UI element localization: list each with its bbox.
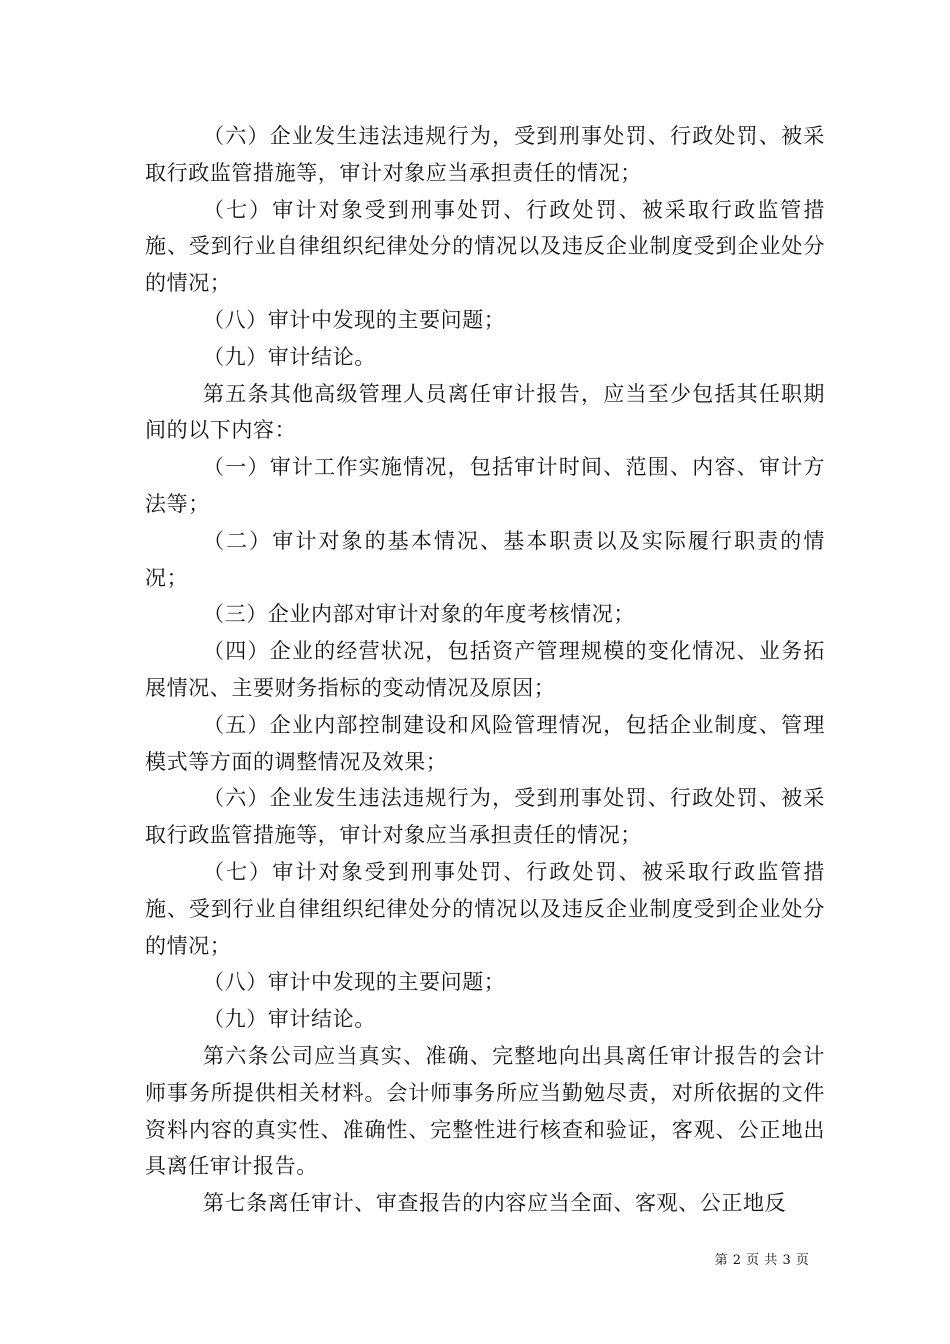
paragraph: （八）审计中发现的主要问题； (203, 970, 506, 995)
document-body (145, 118, 825, 1222)
paragraph: （九）审计结论。 (203, 344, 376, 369)
paragraph: （一）审计工作实施情况，包括审计时间、范围、内容、审计方法等； (145, 455, 825, 516)
paragraph: （五）企业内部控制建设和风险管理情况，包括企业制度、管理模式等方面的调整情况及效果； (145, 712, 825, 774)
paragraph: （七）审计对象受到刑事处罚、行政处罚、被采取行政监管措施、受到行业自律组织纪律处分的情况以及违反企业制度受到企业处分的情况； (145, 859, 825, 958)
paragraph: （二）审计对象的基本情况、基本职责以及实际履行职责的情况； (145, 528, 825, 590)
paragraph: （七）审计对象受到刑事处罚、行政处罚、被采取行政监管措施、受到行业自律组织纪律处分的情况以及违反企业制度受到企业处分的情况； (145, 197, 825, 296)
paragraph: （六）企业发生违法违规行为，受到刑事处罚、行政处罚、被采取行政监管措施等，审计对象应当承担责任的情况； (145, 124, 825, 185)
paragraph: 第六条公司应当真实、准确、完整地向出具离任审计报告的会计师事务所提供相关材料。会计师事务所应当勤勉尽责，对所依据的文件资料内容的真实性、准确性、完整性进行核查和验证，客观、公正地出具离任审计报告。 (145, 1043, 825, 1179)
paragraph: （四）企业的经营状况，包括资产管理规模的变化情况、业务拓展情况、主要财务指标的变动情况及原因； (145, 639, 825, 700)
page-number-footer: 第 2 页 共 3 页 (714, 1253, 810, 1268)
paragraph: 第五条其他高级管理人员离任审计报告，应当至少包括其任职期间的以下内容： (145, 381, 825, 443)
paragraph: 第七条离任审计、审查报告的内容应当全面、客观、公正地反 (203, 1191, 787, 1216)
paragraph: （八）审计中发现的主要问题； (203, 307, 506, 332)
paragraph: （三）企业内部对审计对象的年度考核情况； (203, 602, 635, 627)
paragraph: （六）企业发生违法违规行为，受到刑事处罚、行政处罚、被采取行政监管措施等，审计对象应当承担责任的情况； (145, 786, 825, 848)
paragraph: （九）审计结论。 (203, 1007, 376, 1032)
